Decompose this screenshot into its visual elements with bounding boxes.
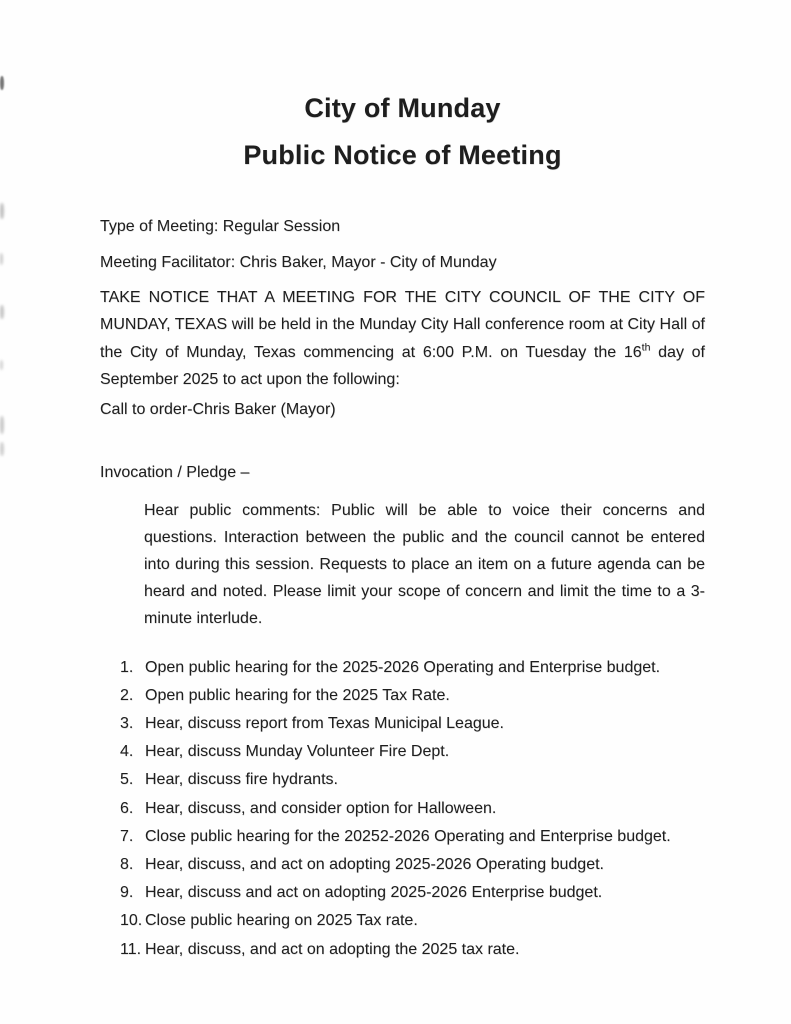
agenda-item-number: 2. — [120, 686, 134, 704]
agenda-item — [120, 907, 705, 935]
agenda-item — [120, 936, 705, 964]
agenda-item-text: Hear, discuss, and act on adopting 2025-2026 Operating budget. — [145, 856, 604, 874]
agenda-item-text: Close public hearing for the 20252-2026 Operating and Enterprise budget. — [145, 827, 671, 845]
agenda-item-text: Hear, discuss Munday Volunteer Fire Dept. — [145, 743, 450, 761]
document-title-line1: City of Munday — [304, 93, 501, 123]
agenda-item-text: Hear, discuss fire hydrants. — [145, 771, 338, 789]
take-notice-paragraph — [100, 284, 705, 394]
agenda-list — [120, 654, 705, 964]
scan-artifact — [0, 360, 3, 370]
agenda-item-number: 4. — [120, 743, 134, 761]
agenda-item — [120, 766, 705, 794]
agenda-item — [120, 654, 705, 682]
meeting-facilitator: Meeting Facilitator: Chris Baker, Mayor - City of Munday — [100, 254, 497, 271]
agenda-item-text: Hear, discuss and act on adopting 2025-2026 Enterprise budget. — [145, 884, 603, 902]
scan-artifact — [0, 305, 4, 319]
agenda-item-text: Hear, discuss, and consider option for Halloween. — [145, 799, 497, 817]
agenda-item — [120, 710, 705, 738]
agenda-item-text: Open public hearing for the 2025 Tax Rate. — [145, 686, 450, 704]
scan-artifact — [0, 76, 4, 90]
agenda-item — [120, 823, 705, 851]
agenda-item-number: 6. — [120, 799, 134, 817]
agenda-item-number: 1. — [120, 658, 134, 676]
notice-text-after-superscript: day of September 2025 to act upon the following: — [100, 343, 705, 389]
agenda-item — [120, 851, 705, 879]
agenda-item-number: 11. — [120, 940, 142, 958]
agenda-item-text: Hear, discuss report from Texas Municipal League. — [145, 715, 504, 733]
scan-artifact — [0, 203, 4, 219]
public-comments-paragraph: Hear public comments: Public will be able to voice their concerns and questions. Interaction between the public and the council cannot be entered into during this session. Requests to place an item on a future agenda can be heard and noted. Please limit your scope of concern and limit the time to a 3-minute interlude. — [144, 501, 705, 627]
scan-artifact — [0, 253, 3, 265]
agenda-item-number: 8. — [120, 856, 134, 874]
agenda-item — [120, 682, 705, 710]
agenda-item-number: 3. — [120, 715, 134, 733]
document-title-line2: Public Notice of Meeting — [243, 140, 562, 170]
meeting-type: Type of Meeting: Regular Session — [100, 218, 341, 235]
invocation-pledge-heading: Invocation / Pledge – — [100, 463, 250, 481]
agenda-item-number: 10. — [120, 912, 143, 930]
agenda-item-text: Close public hearing on 2025 Tax rate. — [145, 912, 418, 930]
call-to-order: Call to order-Chris Baker (Mayor) — [100, 400, 336, 418]
agenda-item-number: 5. — [120, 771, 134, 789]
notice-text-before-superscript: TAKE NOTICE THAT A MEETING FOR THE CITY COUNCIL OF THE CITY OF MUNDAY, TEXAS will be held in the Munday City Hall conference room at City Hall of the City of Munday, Texas commencing at 6:00 P.M. on Tuesday the 16 — [100, 289, 705, 361]
agenda-item-number: 7. — [120, 827, 134, 845]
agenda-item-text: Hear, discuss, and act on adopting the 2025 tax rate. — [145, 940, 520, 958]
agenda-item — [120, 738, 705, 766]
ordinal-superscript: th — [641, 341, 651, 354]
agenda-item-number: 9. — [120, 884, 134, 902]
scan-artifact — [0, 442, 4, 456]
scan-artifact — [0, 416, 4, 434]
agenda-item-text: Open public hearing for the 2025-2026 Operating and Enterprise budget. — [145, 658, 661, 676]
agenda-item — [120, 879, 705, 907]
agenda-item — [120, 795, 705, 823]
